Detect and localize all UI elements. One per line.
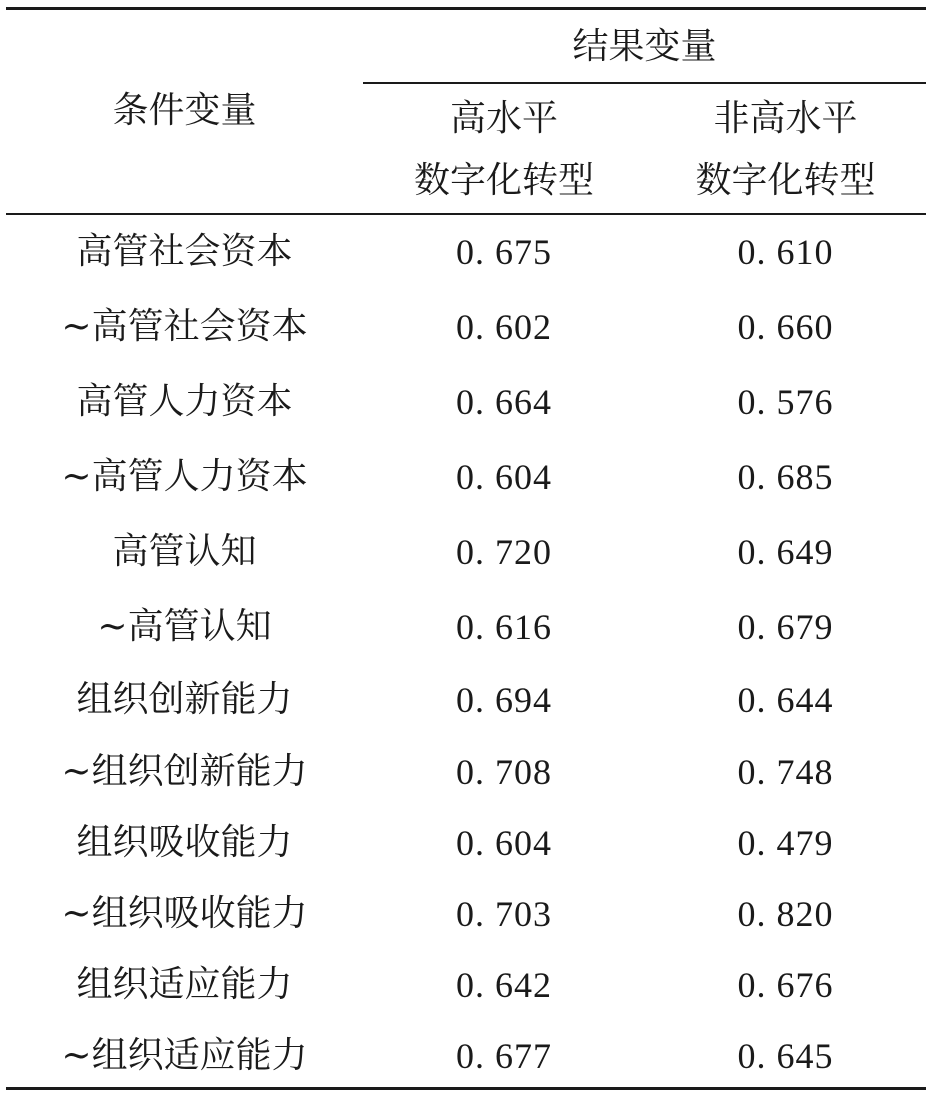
header-rule	[6, 213, 926, 215]
high-level-value-cell: 0. 664	[456, 382, 552, 422]
condition-variable-cell: ~高管人力资本	[61, 456, 308, 497]
high-level-value-cell: 0. 616	[456, 607, 552, 647]
high-level-value-cell: 0. 720	[456, 532, 552, 572]
non-high-level-value-cell: 0. 644	[737, 680, 834, 720]
non-high-level-value-cell: 0. 820	[737, 894, 834, 934]
high-level-value-cell: 0. 708	[456, 752, 552, 792]
non-high-level-value-cell: 0. 660	[737, 307, 834, 347]
non-high-level-value-cell: 0. 748	[737, 752, 834, 792]
non-high-level-value-cell: 0. 610	[737, 232, 834, 272]
condition-variable-cell: 组织吸收能力	[76, 822, 293, 863]
non-high-level-value-cell: 0. 645	[737, 1036, 834, 1076]
high-level-value-cell: 0. 642	[456, 965, 552, 1005]
non-high-level-value-cell: 0. 685	[737, 457, 834, 497]
high-level-header-line-2: 数字化转型	[413, 160, 594, 201]
high-level-value-cell: 0. 694	[456, 680, 552, 720]
condition-variable-cell: ~高管认知	[97, 606, 272, 647]
high-level-value-cell: 0. 677	[456, 1036, 552, 1076]
bottom-rule	[6, 1087, 926, 1090]
condition-variable-cell: 高管人力资本	[76, 381, 293, 422]
high-level-value-cell: 0. 675	[456, 232, 552, 272]
high-level-header-line-1: 高水平	[449, 98, 558, 139]
high-level-value-cell: 0. 604	[456, 457, 552, 497]
condition-variable-cell: ~组织吸收能力	[61, 893, 308, 934]
non-high-level-value-cell: 0. 479	[737, 823, 834, 863]
non-high-level-value-cell: 0. 676	[737, 965, 834, 1005]
condition-variable-cell: 高管社会资本	[76, 231, 293, 272]
non-high-level-header-line-2: 数字化转型	[695, 160, 876, 201]
top-rule	[6, 7, 926, 10]
condition-variable-cell: 组织适应能力	[76, 964, 293, 1005]
high-level-value-cell: 0. 703	[456, 894, 552, 934]
condition-variable-cell: 组织创新能力	[76, 679, 293, 720]
condition-variable-cell: ~高管社会资本	[61, 306, 308, 347]
condition-variable-cell: ~组织创新能力	[61, 751, 308, 792]
condition-variable-header: 条件变量	[112, 90, 257, 131]
outcome-variable-header: 结果变量	[572, 26, 717, 67]
non-high-level-value-cell: 0. 679	[737, 607, 834, 647]
non-high-level-value-cell: 0. 576	[737, 382, 834, 422]
high-level-value-cell: 0. 604	[456, 823, 552, 863]
high-level-header	[363, 98, 645, 201]
condition-variable-cell: ~组织适应能力	[61, 1035, 308, 1076]
condition-variable-cell: 高管认知	[112, 531, 257, 572]
non-high-level-header-line-1: 非高水平	[713, 98, 858, 139]
non-high-level-header	[645, 98, 926, 201]
group-rule	[363, 82, 926, 84]
non-high-level-value-cell: 0. 649	[737, 532, 834, 572]
high-level-value-cell: 0. 602	[456, 307, 552, 347]
